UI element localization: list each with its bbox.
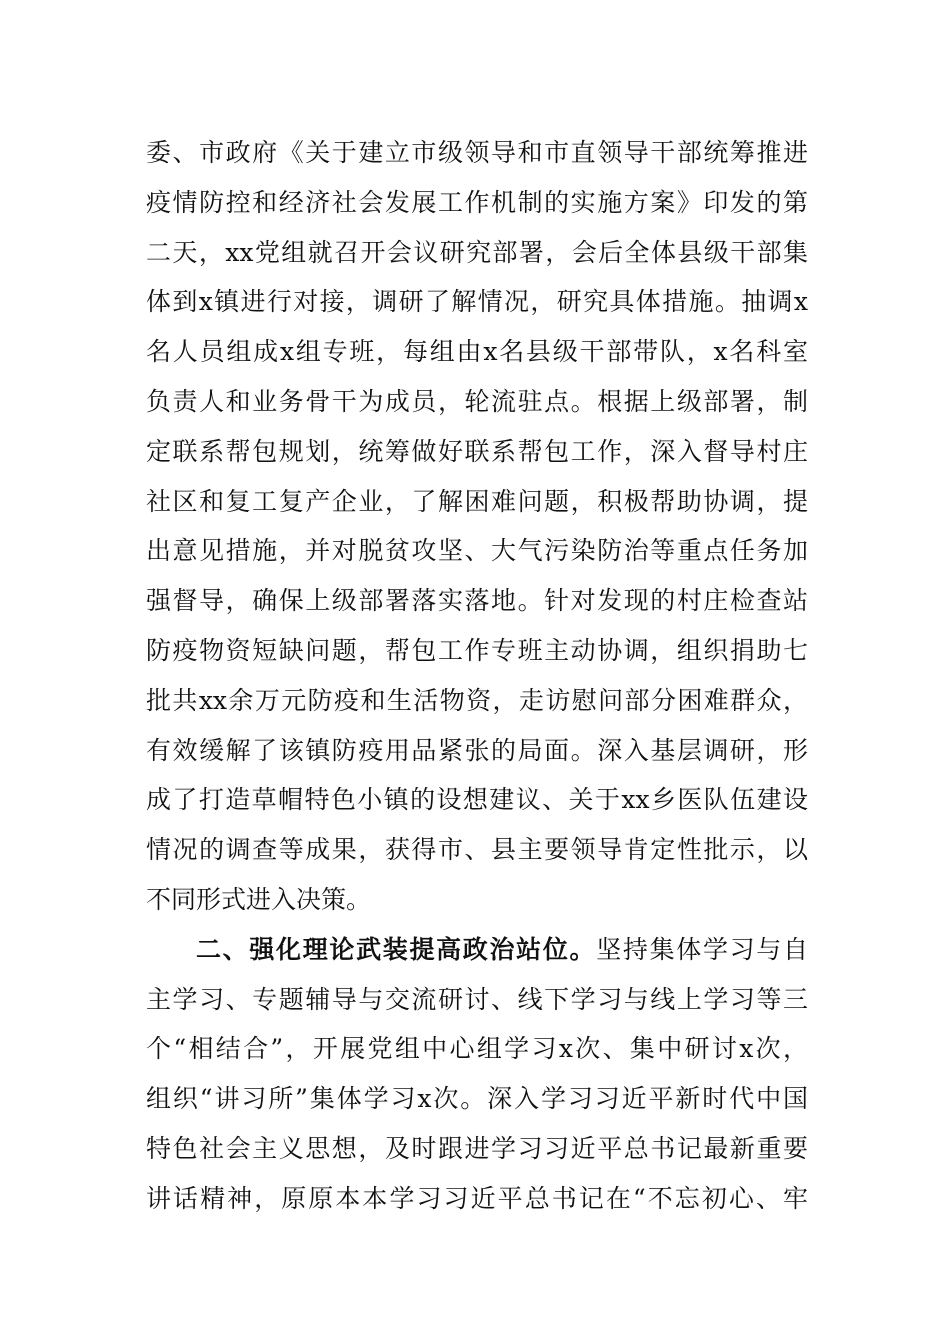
heading-line-text: 坚持集体学习与自 [596,934,808,964]
text-line: 组织“讲习所”集体学习x次。深入学习习近平新时代中国 [146,1084,808,1114]
text-line: 个“相结合”，开展党组中心组学习x次、集中研讨x次， [146,1034,808,1064]
text-line: 强督导，确保上级部署落实落地。针对发现的村庄检查站 [146,586,808,616]
section-heading: 二、强化理论武装提高政治站位。 [196,934,597,964]
text-line: 二天，xx党组就召开会议研究部署，会后全体县级干部集 [146,237,808,267]
text-line: 定联系帮包规划，统筹做好联系帮包工作，深入督导村庄 [146,436,808,466]
text-line: 体到x镇进行对接，调研了解情况，研究具体措施。抽调x [146,287,808,317]
document-body [146,128,808,1224]
text-line: 防疫物资短缺问题，帮包工作专班主动协调，组织捐助七 [146,635,808,665]
text-line: 委、市政府《关于建立市级领导和市直领导干部统筹推进 [146,138,808,167]
text-line: 主学习、专题辅导与交流研讨、线下学习与线上学习等三 [146,984,808,1014]
text-line: 情况的调查等成果，获得市、县主要领导肯定性批示，以 [146,835,808,865]
text-line: 负责人和业务骨干为成员，轮流驻点。根据上级部署，制 [146,386,808,416]
text-line: 不同形式进入决策。 [146,884,372,914]
text-line: 名人员组成x组专班，每组由x名县级干部带队，x名科室 [146,337,808,367]
heading-line [146,925,808,975]
text-line: 特色社会主义思想，及时跟进学习习近平总书记最新重要 [146,1133,808,1163]
text-line: 讲话精神，原原本本学习习近平总书记在“不忘初心、牢 [146,1183,808,1213]
text-line: 疫情防控和经济社会发展工作机制的实施方案》印发的第 [146,187,808,217]
text-line: 批共xx余万元防疫和生活物资，走访慰问部分困难群众， [146,685,808,715]
text-line: 有效缓解了该镇防疫用品紧张的局面。深入基层调研，形 [146,735,808,765]
paragraph-1 [146,128,808,925]
text-line: 社区和复工复产企业，了解困难问题，积极帮助协调，提 [146,486,808,516]
text-line: 出意见措施，并对脱贫攻坚、大气污染防治等重点任务加 [146,536,808,566]
paragraph-2 [146,925,808,1224]
text-line: 成了打造草帽特色小镇的设想建议、关于xx乡医队伍建设 [146,785,808,815]
